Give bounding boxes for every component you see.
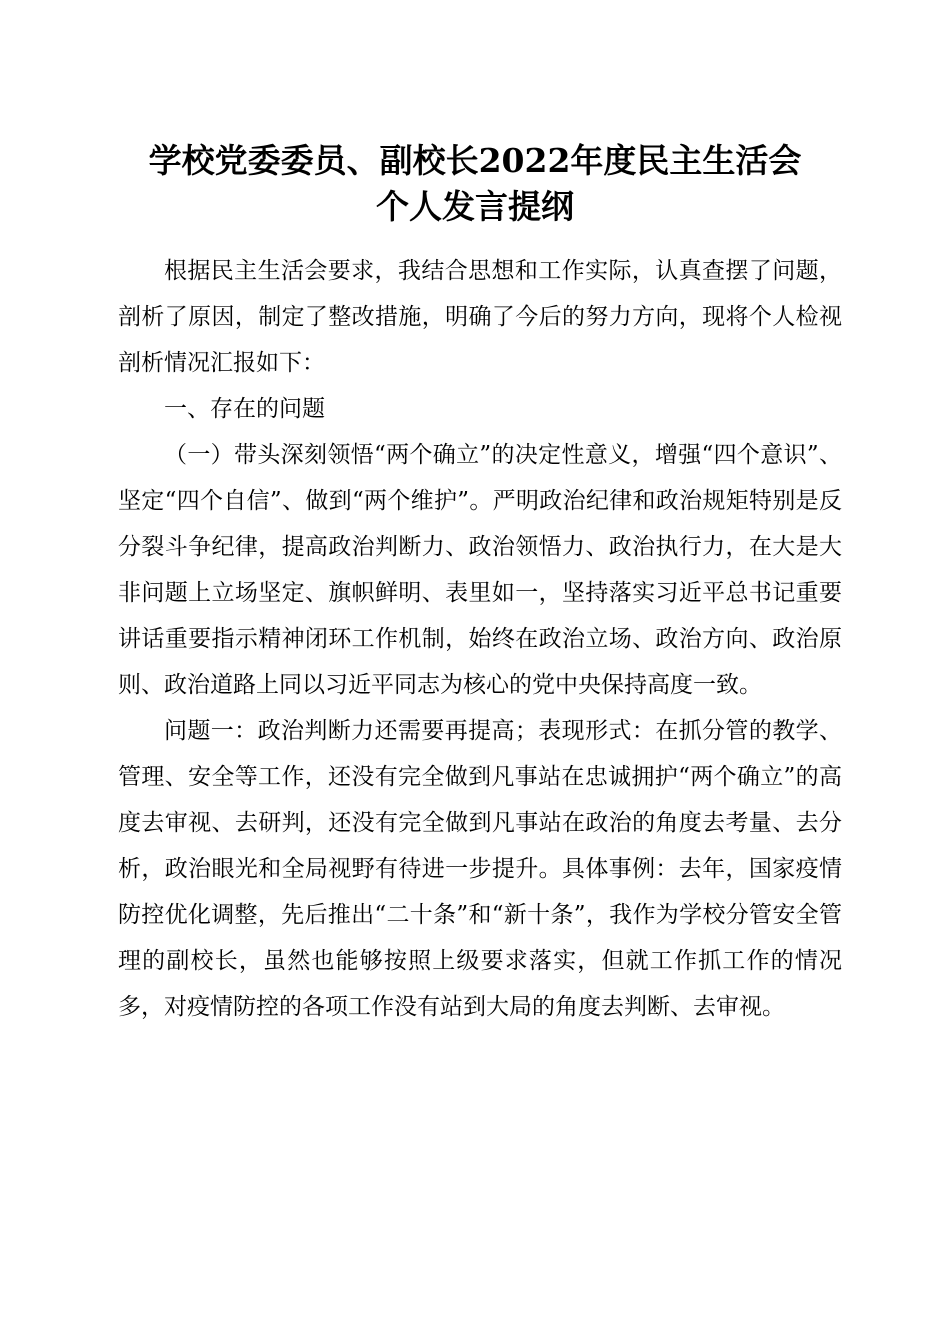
document-body <box>118 248 842 1030</box>
document-title-line-1: 学校党委委员、副校长2022年度民主生活会 <box>148 141 802 180</box>
subsection-paragraph: （一）带头深刻领悟“两个确立”的决定性意义，增强“四个意识”、坚定“四个自信”、做到“两个维护”。严明政治纪律和政治规矩特别是反分裂斗争纪律，提高政治判断力、政治领悟力、政治执行力，在大是大非问题上立场坚定、旗帜鲜明、表里如一，坚持落实习近平总书记重要讲话重要指示精神闭环工作机制，始终在政治立场、政治方向、政治原则、政治道路上同以习近平同志为核心的党中央保持高度一致。 <box>118 442 842 698</box>
document-title-line-2: 个人发言提纲 <box>376 187 574 226</box>
section-heading: 一、存在的问题 <box>164 396 325 422</box>
problem-paragraph: 问题一：政治判断力还需要再提高；表现形式：在抓分管的教学、管理、安全等工作，还没有完全做到凡事站在忠诚拥护“两个确立”的高度去审视、去研判，还没有完全做到凡事站在政治的角度去考量、去分析，政治眼光和全局视野有待进一步提升。具体事例：去年，国家疫情防控优化调整，先后推出“二十条”和“新十条”，我作为学校分管安全管理的副校长，虽然也能够按照上级要求落实，但就工作抓工作的情况多，对疫情防控的各项工作没有站到大局的角度去判断、去审视。 <box>118 718 842 1020</box>
intro-paragraph: 根据民主生活会要求，我结合思想和工作实际，认真查摆了问题，剖析了原因，制定了整改措施，明确了今后的努力方向，现将个人检视剖析情况汇报如下： <box>118 258 842 376</box>
